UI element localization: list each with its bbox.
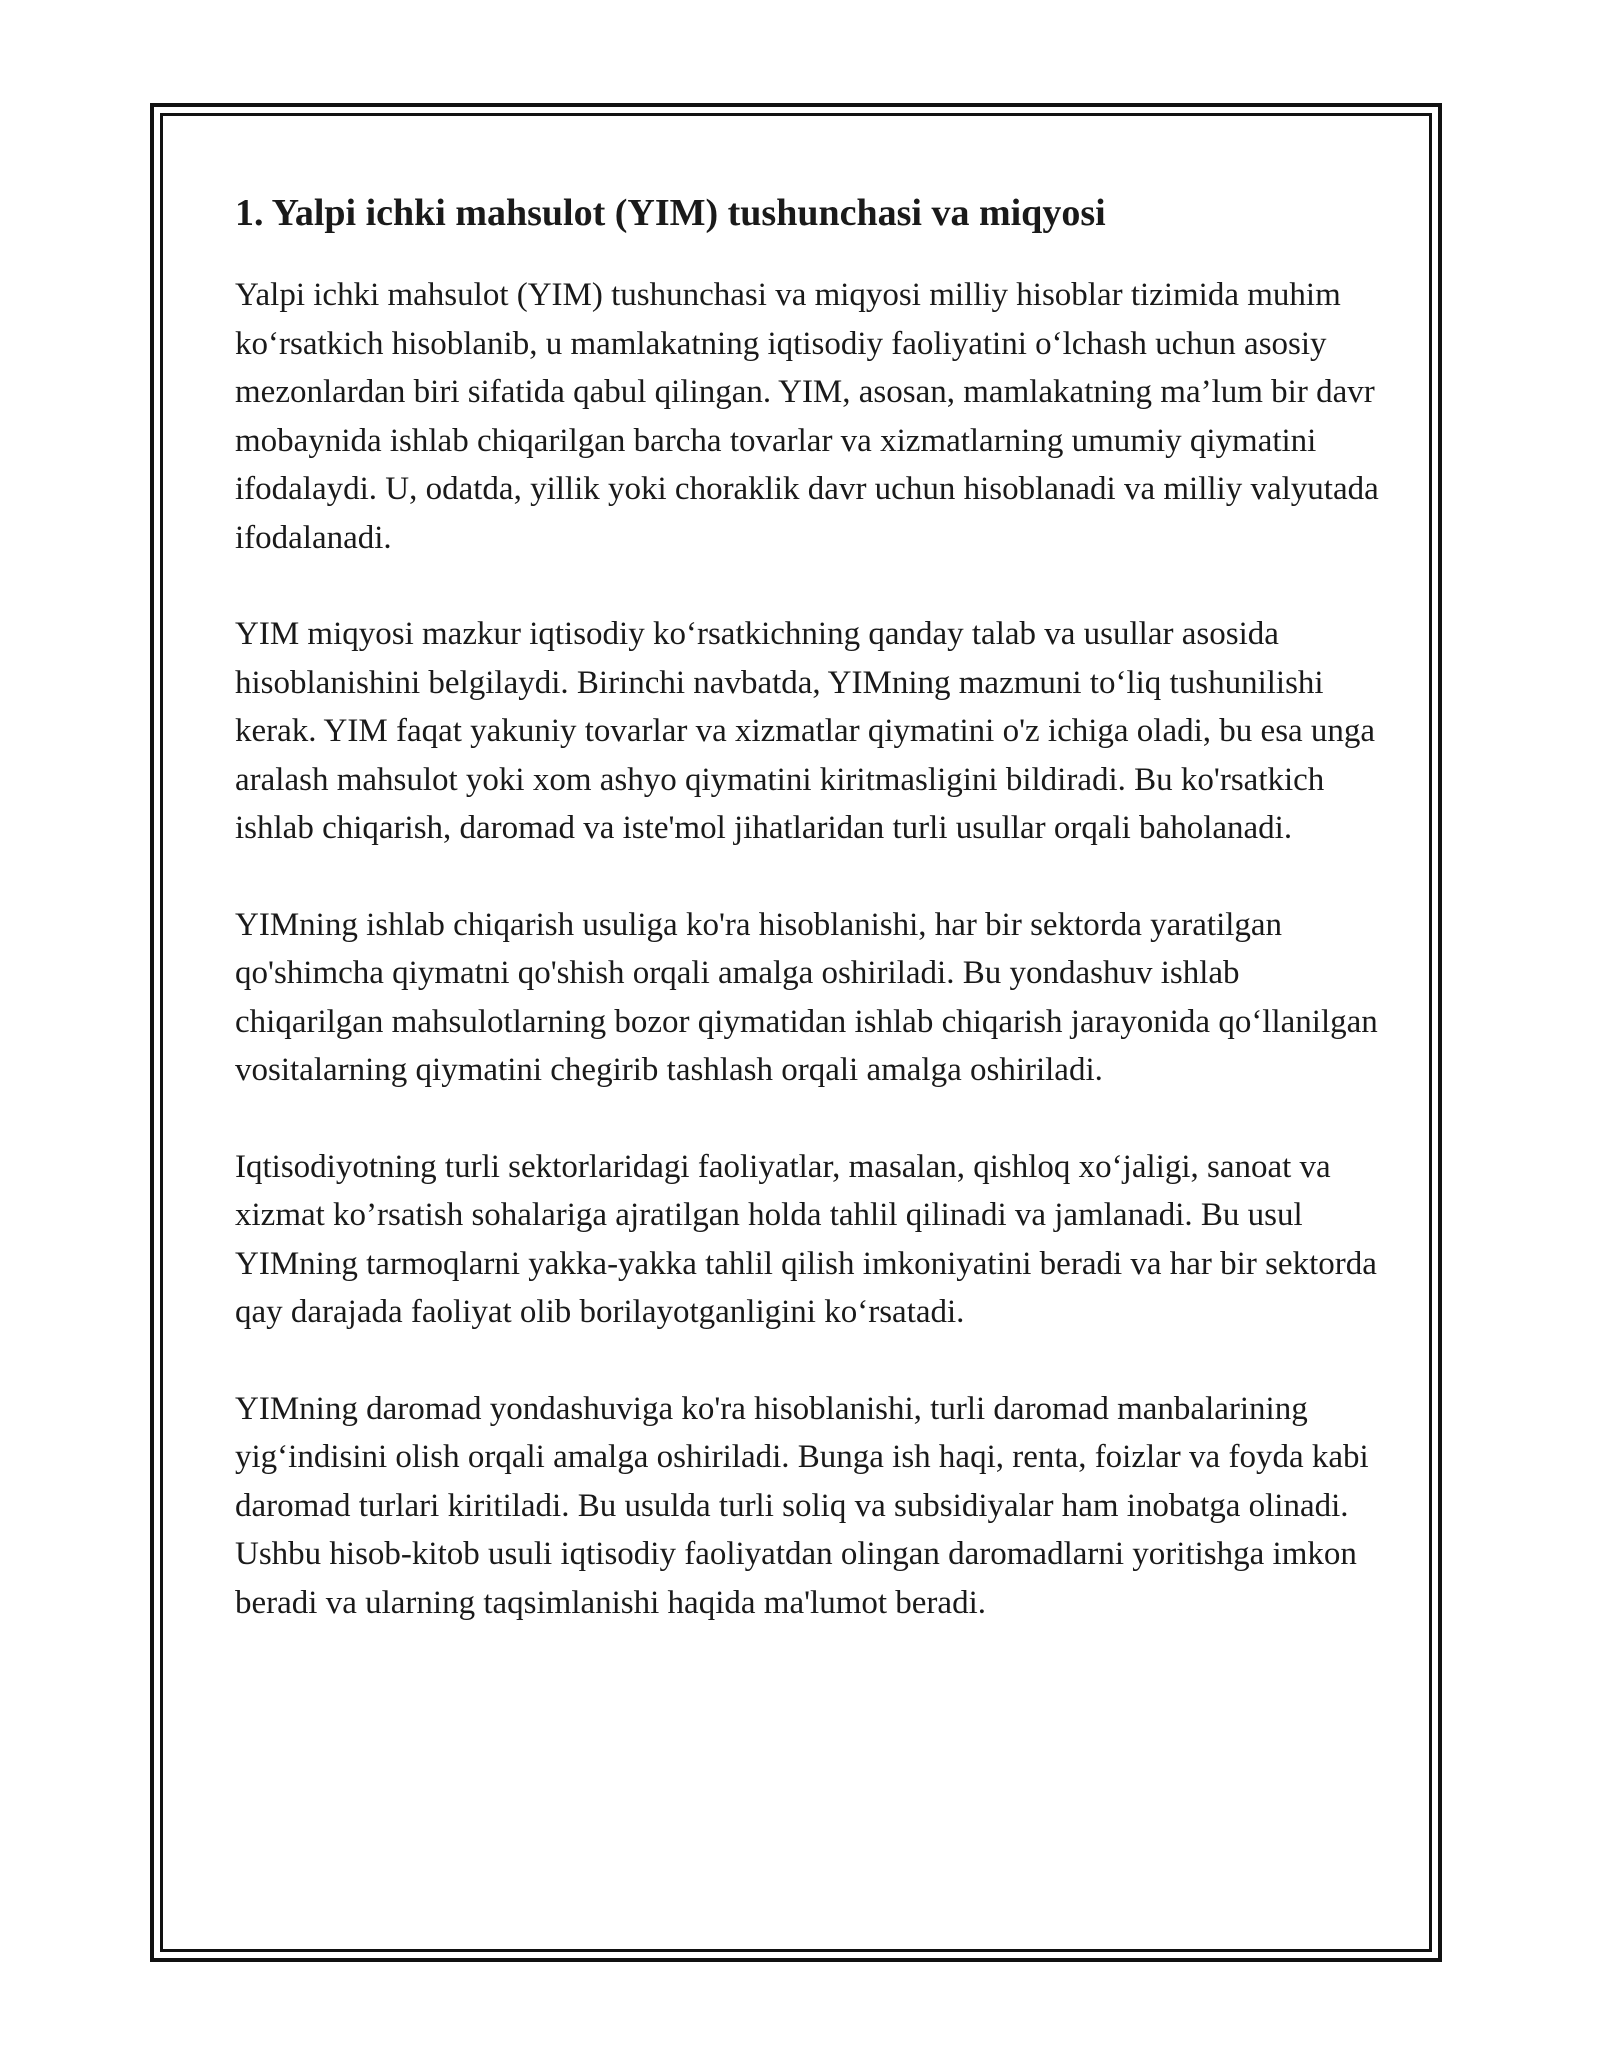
paragraph-1: Yalpi ichki mahsulot (YIM) tushunchasi va miqyosi milliy hisoblar tizimida muhim ko‘rsatkich hisoblanib, u mamlakatning iqtisodiy faoliyatini o‘lchash uchun asosiy mezonlardan biri sifatida qabul qilingan. YIM, asosan, mamlakatning ma’lum bir davr mobaynida ishlab chiqarilgan barcha tovarlar va xizmatlarning umumiy qiymatini ifodalaydi. U, odatda, yillik yoki choraklik davr uchun hisoblanadi va milliy valyutada ifodalanadi. bbox=[235, 277, 1379, 556]
paragraph-5: YIMning daromad yondashuviga ko'ra hisoblanishi, turli daromad manbalarining yig‘indisini olish orqali amalga oshiriladi. Bunga ish haqi, renta, foizlar va foyda kabi daromad turlari kiritiladi. Bu usulda turli soliq va subsidiyalar ham inobatga olinadi. Ushbu hisob-kitob usuli iqtisodiy faoliyatdan olingan daromadlarni yoritishga imkon beradi va ularning taqsimlanishi haqida ma'lumot beradi. bbox=[235, 1390, 1369, 1621]
paragraph-3: YIMning ishlab chiqarish usuliga ko'ra hisoblanishi, har bir sektorda yaratilgan qo'shimcha qiymatni qo'shish orqali amalga oshiriladi. Bu yondashuv ishlab chiqarilgan mahsulotlarning bozor qiymatidan ishlab chiqarish jarayonida qo‘llanilgan vositalarning qiymatini chegirib tashlash orqali amalga oshiriladi. bbox=[235, 906, 1378, 1088]
document-body bbox=[235, 185, 1385, 1675]
paragraph-4: Iqtisodiyotning turli sektorlaridagi faoliyatlar, masalan, qishloq xo‘jaligi, sanoat va xizmat ko’rsatish sohalariga ajratilgan holda tahlil qilinadi va jamlanadi. Bu usul YIMning tarmoqlarni yakka-yakka tahlil qilish imkoniyatini beradi va har bir sektorda qay darajada faoliyat olib borilayotganligini ko‘rsatadi. bbox=[235, 1148, 1377, 1330]
section-heading: 1. Yalpi ichki mahsulot (YIM) tushunchasi va miqyosi bbox=[235, 192, 1106, 234]
paragraph-2: YIM miqyosi mazkur iqtisodiy ko‘rsatkichning qanday talab va usullar asosida hisoblanishini belgilaydi. Birinchi navbatda, YIMning mazmuni to‘liq tushunilishi kerak. YIM faqat yakuniy tovarlar va xizmatlar qiymatini o'z ichiga oladi, bu esa unga aralash mahsulot yoki xom ashyo qiymatini kiritmasligini bildiradi. Bu ko'rsatkich ishlab chiqarish, daromad va iste'mol jihatlaridan turli usullar orqali baholanadi. bbox=[235, 616, 1376, 846]
